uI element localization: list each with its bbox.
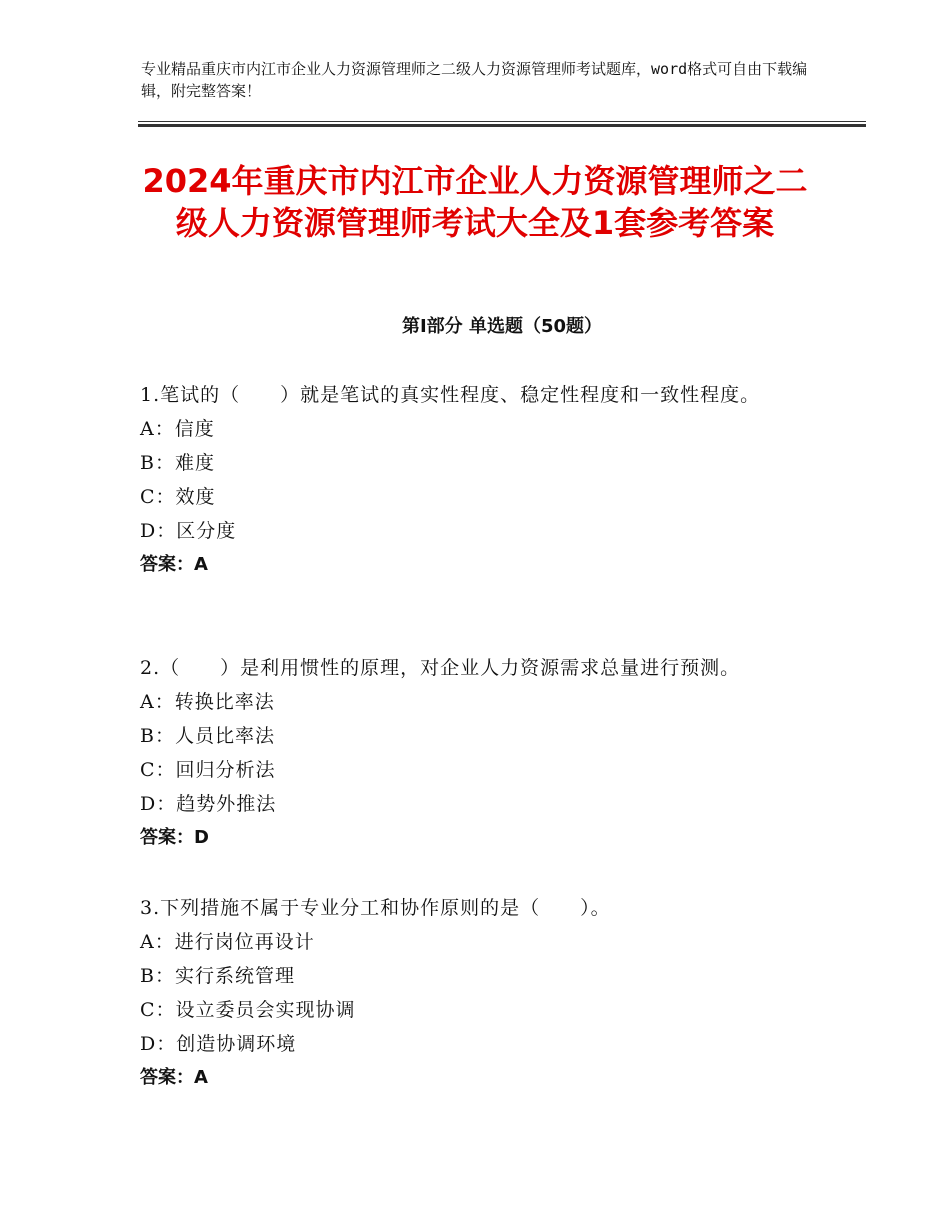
- option-b: B：难度: [140, 452, 215, 474]
- header-divider-thick: [138, 124, 866, 127]
- header-divider-thin: [138, 121, 866, 122]
- option-a: A：进行岗位再设计: [140, 931, 315, 953]
- document-title: 2024年重庆市内江市企业人力资源管理师之二级人力资源管理师考试大全及1套参考答案: [142, 162, 808, 242]
- answer: 答案：A: [140, 1067, 208, 1088]
- option-c: C：效度: [140, 486, 216, 508]
- answer: 答案：A: [140, 554, 208, 575]
- question-3: [140, 891, 840, 1095]
- option-c: C：设立委员会实现协调: [140, 999, 356, 1021]
- option-b: B：实行系统管理: [140, 965, 295, 987]
- question-2: [140, 651, 840, 855]
- question-stem: 1.笔试的（ ）就是笔试的真实性程度、稳定性程度和一致性程度。: [140, 384, 761, 406]
- question-stem: 2.（ ）是利用惯性的原理，对企业人力资源需求总量进行预测。: [140, 657, 741, 679]
- option-c: C：回归分析法: [140, 759, 276, 781]
- option-b: B：人员比率法: [140, 725, 275, 747]
- section-title: 第Ⅰ部分 单选题（50题）: [401, 316, 602, 337]
- question-stem: 3.下列措施不属于专业分工和协作原则的是（ ）。: [140, 897, 611, 919]
- question-1: [140, 378, 840, 582]
- option-a: A：转换比率法: [140, 691, 275, 713]
- header-note: 专业精品重庆市内江市企业人力资源管理师之二级人力资源管理师考试题库，word格式可自由下载编辑，附完整答案！: [141, 60, 808, 100]
- option-d: D：趋势外推法: [140, 793, 277, 815]
- answer: 答案：D: [140, 827, 209, 848]
- option-d: D：区分度: [140, 520, 237, 542]
- option-d: D：创造协调环境: [140, 1033, 297, 1055]
- option-a: A：信度: [140, 418, 215, 440]
